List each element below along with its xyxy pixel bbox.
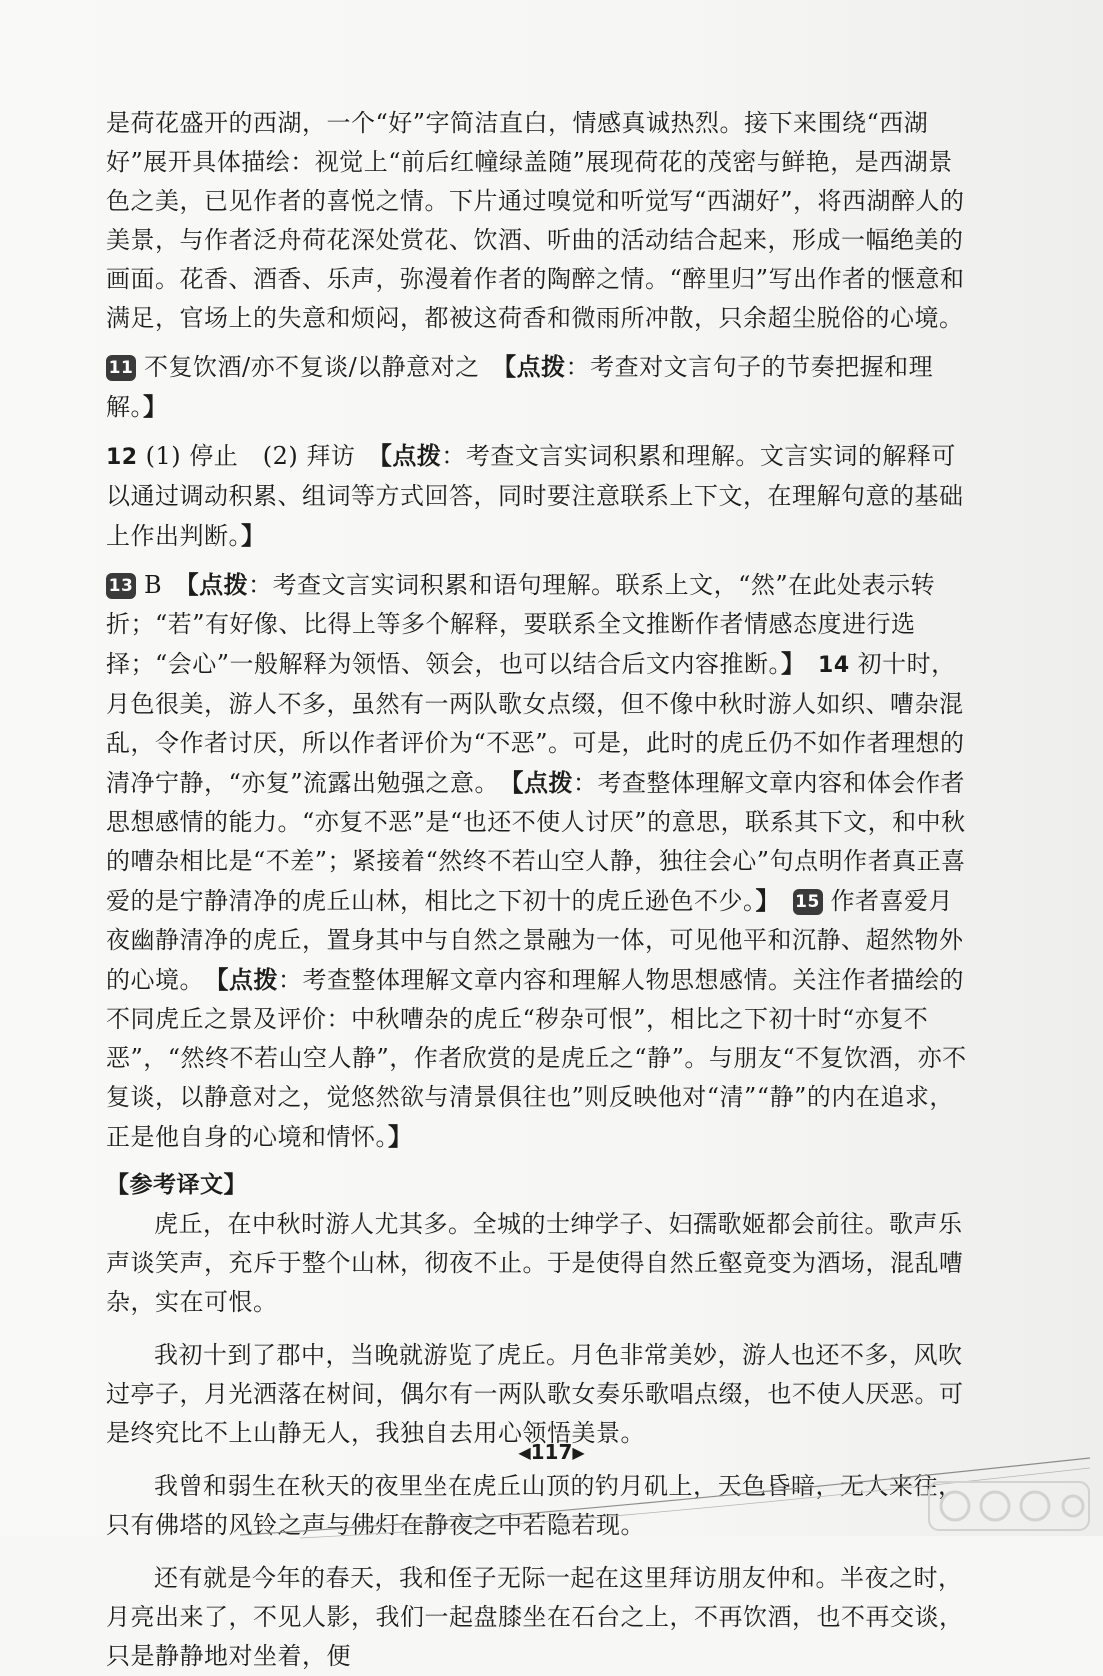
bracket-close: 】: [755, 886, 768, 915]
bracket-open: 【: [216, 965, 229, 994]
answer-11: [106, 347, 974, 427]
question-number: 14: [818, 653, 850, 678]
answer-13-14-15: [106, 565, 974, 1157]
bracket-open: 【: [504, 352, 517, 381]
bracket-open: 【: [511, 768, 525, 797]
answer-12: [106, 436, 974, 556]
question-number: 12: [106, 445, 138, 470]
bracket-open: 【: [186, 570, 200, 599]
bracket-close: 】: [781, 649, 794, 678]
hint-text: ：考查对文言句子的节奏把握和理解。: [106, 353, 934, 421]
answer-text: (1) 停止 (2) 拜访: [145, 442, 356, 470]
right-arrow-icon: ▶: [572, 1443, 585, 1462]
bracket-close: 】: [143, 392, 168, 421]
hint-label: 点拨: [392, 442, 442, 470]
intro-paragraph: 是荷花盛开的西湖，一个“好”字简洁直白，情感真诚热烈。接下来围绕“西湖好”展开具体描绘：视觉上“前后红幢绿盖随”展现荷花的茂密与鲜艳，是西湖景色之美，已见作者的喜悦之情。下片通过嗅觉和听觉写“西湖好”，将西湖醉人的美景，与作者泛舟荷花深处赏花、饮酒、听曲的活动结合起来，形成一幅绝美的画面。花香、酒香、乐声，弥漫着作者的陶醉之情。“醉里归”写出作者的惬意和满足，官场上的失意和烦闷，都被这荷香和微雨所冲散，只余超尘脱俗的心境。: [106, 109, 965, 332]
translation-paragraph: 还有就是今年的春天，我和侄子无际一起在这里拜访朋友仲和。半夜之时，月亮出来了，不见人影，我们一起盘膝坐在石台之上，不再饮酒，也不再交谈，只是静静地对坐着，便: [106, 1564, 964, 1670]
question-number-badge: 11: [106, 355, 136, 381]
watermark-logo-icon: [925, 1478, 1095, 1534]
hint-label: 点拨: [229, 966, 278, 994]
hint-text: ：考查文言实词积累和理解。文言实词的解释可以通过调动积累、组词等方式回答，同时要注意联系上下文，在理解句意的基础上作出判断。: [106, 442, 964, 550]
question-number-badge: 15: [793, 889, 823, 915]
translation-paragraph: 我曾和弱生在秋天的夜里坐在虎丘山顶的钓月矶上，天色昏暗，无人来往，只有佛塔的风铃之声与佛灯在静夜之中若隐若现。: [106, 1472, 963, 1539]
hint-label: 点拨: [524, 769, 574, 797]
answer-text: 初十时，月色很美，游人不多，虽然有一两队歌女点缀，但不像中秋时游人如织、嘈杂混乱，令作者讨厌，所以作者评价为“不恶”。可是，此时的虎丘仍不如作者理想的清净宁静，“亦复”流露出勉强之意。: [106, 650, 965, 797]
hint-text: ：考查文言实词积累和语句理解。联系上文，“然”在此处表示转折；“若”有好像、比得上等多个解释，要联系全文推断作者情感态度进行选择；“会心”一般解释为领悟、领会，也可以结合后文内容推断。: [106, 571, 936, 678]
bracket-close: 】: [388, 1122, 413, 1151]
page-number: 117: [530, 1440, 573, 1464]
answer-text: B: [144, 571, 163, 599]
hint-label: 点拨: [199, 571, 249, 599]
translation-paragraph: 我初十到了郡中，当晚就游览了虎丘。月色非常美妙，游人也还不多，风吹过亭子，月光洒落在树间，偶尔有一两队歌女奏乐歌唱点缀，也不使人厌恶。可是终究比不上山静无人，我独自去用心领悟美景。: [106, 1341, 964, 1447]
question-number-badge: 13: [106, 573, 136, 599]
hint-text: ：考查整体理解文章内容和理解人物思想感情。关注作者描绘的不同虎丘之景及评价：中秋嘈杂的虎丘“秽杂可恨”，相比之下初十时“亦复不恶”，“然终不若山空人静”，作者欣赏的是虎丘之“静”。与朋友“不复饮酒，亦不复谈，以静意对之，觉悠然欲与清景俱往也”则反映他对“清”“静”的内在追求，正是他自身的心境和情怀。: [106, 966, 967, 1151]
hint-label: 点拨: [516, 353, 566, 381]
hint-text: ：考查整体理解文章内容和体会作者思想感情的能力。“亦复不恶”是“也还不使人讨厌”的意思，联系其下文，和中秋的嘈杂相比是“不差”；紧接着“然终不若山空人静，独往会心”句点明作者真正喜爱的是宁静清净的虎丘山林，相比之下初十的虎丘逊色不少。: [106, 769, 966, 915]
left-arrow-icon: ◀: [518, 1443, 531, 1462]
translation-paragraph: 虎丘，在中秋时游人尤其多。全城的士绅学子、妇孺歌姬都会前往。歌声乐声谈笑声，充斥于整个山林，彻夜不止。于是使得自然丘壑竟变为酒场，混乱嘈杂，实在可恨。: [106, 1210, 964, 1316]
bracket-open: 【: [379, 441, 393, 470]
bracket-close: 】: [241, 521, 266, 550]
translation-heading: 【参考译文】: [106, 1172, 247, 1198]
page-footer: [0, 1440, 1103, 1464]
answer-text: 作者喜爱月夜幽静清净的虎丘，置身其中与自然之景融为一体，可见他平和沉静、超然物外的心境。: [106, 887, 964, 994]
answer-text: 不复饮酒/亦不复谈/以静意对之: [144, 353, 480, 381]
